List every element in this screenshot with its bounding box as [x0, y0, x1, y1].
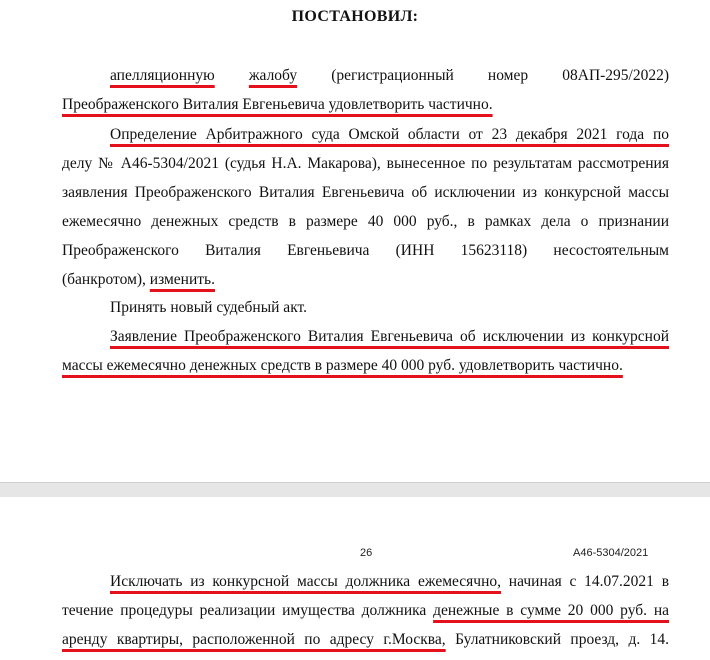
- paragraph-line: [62, 90, 669, 119]
- text: (банкротом),: [62, 271, 146, 288]
- page-separator: [0, 482, 710, 498]
- paragraph-line: заявления Преображенского Виталия Евгеньевича об исключении из конкурсной массы: [62, 184, 669, 201]
- highlighted-text: изменить.: [149, 271, 215, 288]
- highlighted-text: Преображенского Виталия Евгеньевича удовлетворить частично.: [62, 96, 493, 113]
- paragraph-line: [62, 351, 669, 380]
- paragraph-exclusion: [62, 567, 669, 654]
- paragraph-line: Принять новый судебный акт.: [110, 299, 307, 316]
- highlighted-text: Исключать из конкурсной массы должника ежемесячно,: [110, 573, 502, 590]
- highlighted-text: денежные в сумме 20 000 руб. на: [433, 602, 669, 619]
- highlighted-text: Заявление Преображенского Виталия Евгеньевича об исключении из конкурсной: [110, 328, 669, 345]
- case-number-header: А46-5304/2021: [573, 547, 649, 559]
- paragraph-line: [62, 596, 669, 625]
- page-number: 26: [360, 547, 373, 559]
- ruling-title: ПОСТАНОВИЛ:: [291, 8, 419, 25]
- highlighted-text: жалобу: [248, 67, 298, 84]
- text: начиная с 14.07.2021 в: [508, 573, 670, 590]
- paragraph-line: Преображенского Виталия Евгеньевича (ИНН 15623118) несостоятельным: [62, 242, 669, 259]
- paragraph-line: [62, 61, 669, 90]
- paragraph-application: [62, 322, 669, 380]
- highlighted-text: Определение Арбитражного суда Омской области от 23 декабря 2021 года по: [110, 126, 669, 143]
- paragraph-line: ежемесячно денежных средств в размере 40 000 руб., в рамках дела о признании: [62, 213, 669, 230]
- paragraph-line: [62, 567, 669, 596]
- text: номер: [487, 67, 529, 84]
- document-page-2: [0, 497, 710, 660]
- highlighted-text: массы ежемесячно денежных средств в размере 40 000 руб. удовлетворить частично.: [62, 357, 623, 374]
- text: Булатниковский проезд, д. 14.: [455, 631, 670, 648]
- paragraph-new-act: [62, 293, 669, 322]
- highlighted-text: апелляционную: [110, 67, 215, 84]
- paragraph-line: [62, 120, 669, 149]
- paragraph-line: [62, 625, 669, 654]
- paragraph-appeal: [62, 61, 669, 119]
- highlighted-text: аренду квартиры, расположенной по адресу г.Москва,: [62, 631, 446, 648]
- paragraph-line: [62, 322, 669, 351]
- paragraph-line: [62, 265, 669, 294]
- text: течение процедуры реализации имущества должника: [62, 602, 427, 619]
- paragraph-line: делу № А46-5304/2021 (судья Н.А. Макарова), вынесенное по результатам рассмотрения: [62, 155, 669, 172]
- paragraph-ruling-change: [62, 120, 669, 294]
- text: 08АП-295/2022): [562, 67, 670, 84]
- text: (регистрационный: [331, 67, 454, 84]
